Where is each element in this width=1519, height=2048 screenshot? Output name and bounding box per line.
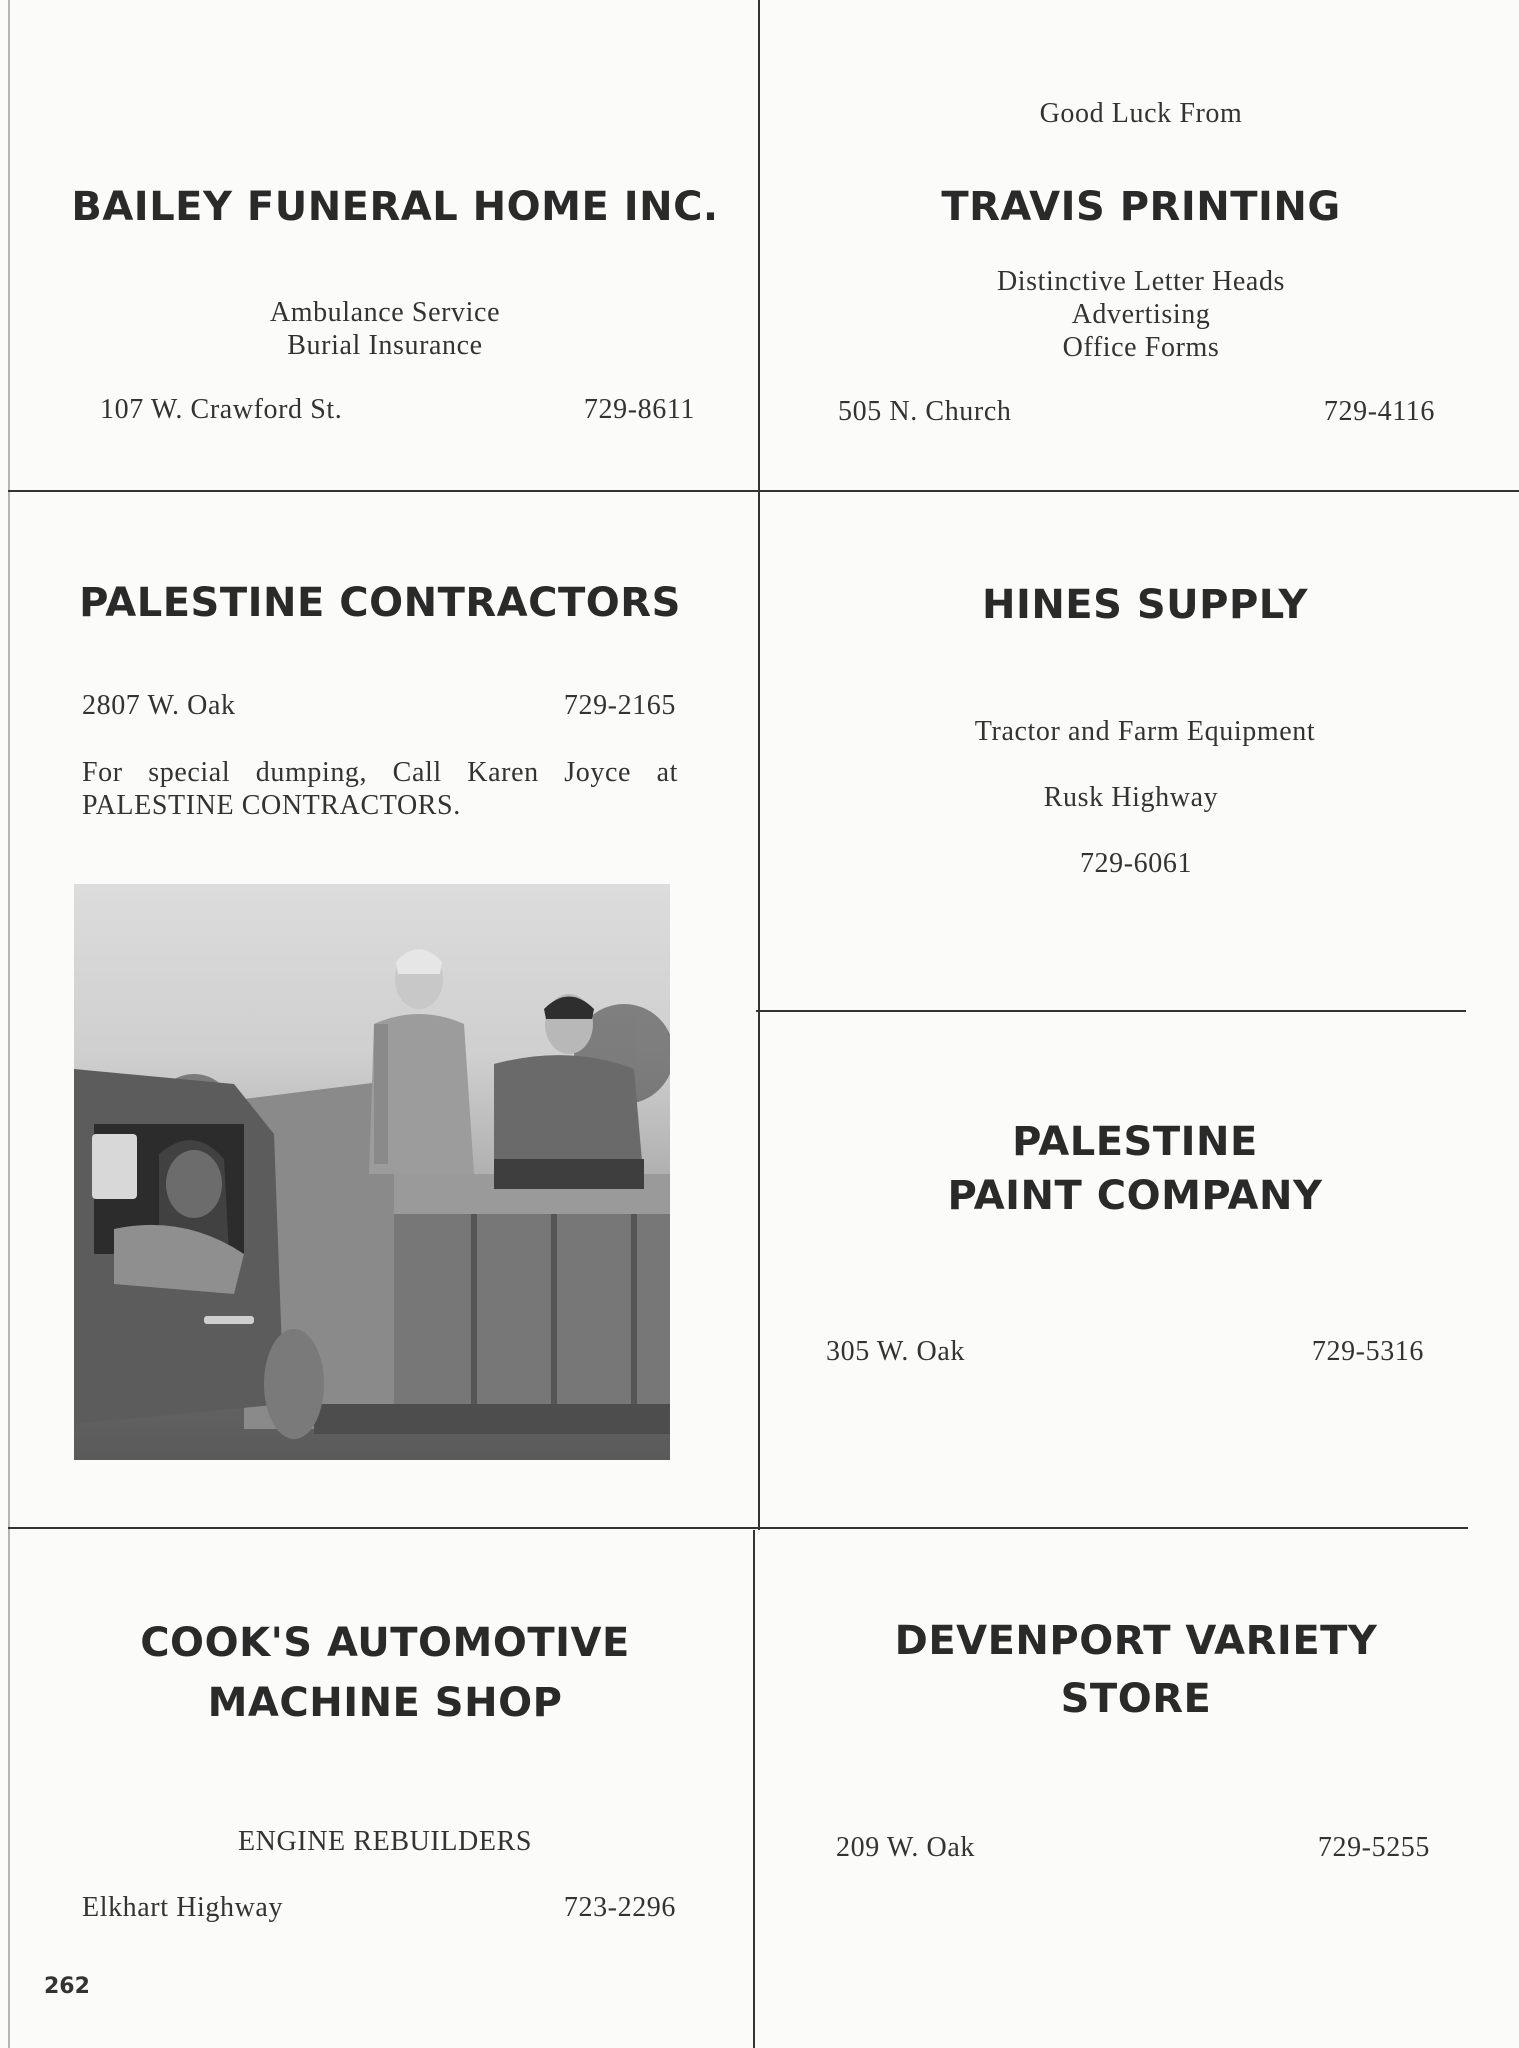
ad-address: Elkhart Highway <box>82 1892 284 1923</box>
ad-services <box>40 296 730 362</box>
dump-truck-illustration <box>74 884 670 1460</box>
dump-truck-photo <box>74 884 670 1460</box>
ad-address: 505 N. Church <box>838 396 1012 427</box>
ad-title: PALESTINE CONTRACTORS <box>79 580 681 626</box>
ad-address: 107 W. Crawford St. <box>100 394 343 425</box>
ad-note <box>82 756 678 822</box>
ad-phone: 723-2296 <box>563 1892 676 1923</box>
title-line: COOK'S AUTOMOTIVE <box>140 1620 630 1666</box>
title-line: PALESTINE <box>1012 1119 1258 1165</box>
ad-tagline: Good Luck From <box>1039 98 1243 129</box>
note-line: For special dumping, Call Karen Joyce at <box>82 757 678 788</box>
service-line: Advertising <box>1071 299 1211 330</box>
service-line: Office Forms <box>1062 332 1220 363</box>
ad-address: 2807 W. Oak <box>82 690 236 721</box>
ad-phone: 729-8611 <box>583 394 695 425</box>
title-line: STORE <box>1060 1676 1212 1722</box>
ad-phone: 729-6061 <box>1079 848 1193 879</box>
service-line: Ambulance Service <box>269 297 501 328</box>
ad-phone: 729-5316 <box>1311 1336 1424 1367</box>
service-line: Distinctive Letter Heads <box>996 266 1286 297</box>
ad-title: BAILEY FUNERAL HOME INC. <box>71 184 719 230</box>
left-edge-line <box>8 0 10 2048</box>
ad-title <box>760 1115 1510 1223</box>
ad-phone: 729-5255 <box>1317 1832 1430 1863</box>
title-line: PAINT COMPANY <box>947 1173 1323 1219</box>
ad-service: Tractor and Farm Equipment <box>974 716 1316 747</box>
ad-phone: 729-2165 <box>563 690 676 721</box>
ad-service: ENGINE REBUILDERS <box>237 1826 533 1857</box>
ad-title: TRAVIS PRINTING <box>941 184 1341 230</box>
service-line: Burial Insurance <box>287 330 483 361</box>
note-line: PALESTINE CONTRACTORS. <box>82 790 461 821</box>
ad-address: Rusk Highway <box>1043 782 1219 813</box>
page-number: 262 <box>44 1974 90 1999</box>
ad-address: 209 W. Oak <box>836 1832 975 1863</box>
ad-phone: 729-4116 <box>1323 396 1435 427</box>
person-standing-left <box>369 949 474 1174</box>
vertical-divider-bottom <box>753 1530 755 2048</box>
ad-title <box>20 1613 750 1733</box>
ad-address: 305 W. Oak <box>826 1336 965 1367</box>
ad-title: HINES SUPPLY <box>981 582 1309 628</box>
title-line: DEVENPORT VARIETY <box>894 1618 1378 1664</box>
title-line: MACHINE SHOP <box>207 1680 563 1726</box>
horizontal-divider-2 <box>756 1010 1466 1012</box>
horizontal-divider-3 <box>8 1527 1468 1529</box>
ad-title <box>760 1612 1512 1728</box>
horizontal-divider-1 <box>8 490 1519 492</box>
ad-services <box>760 265 1519 364</box>
